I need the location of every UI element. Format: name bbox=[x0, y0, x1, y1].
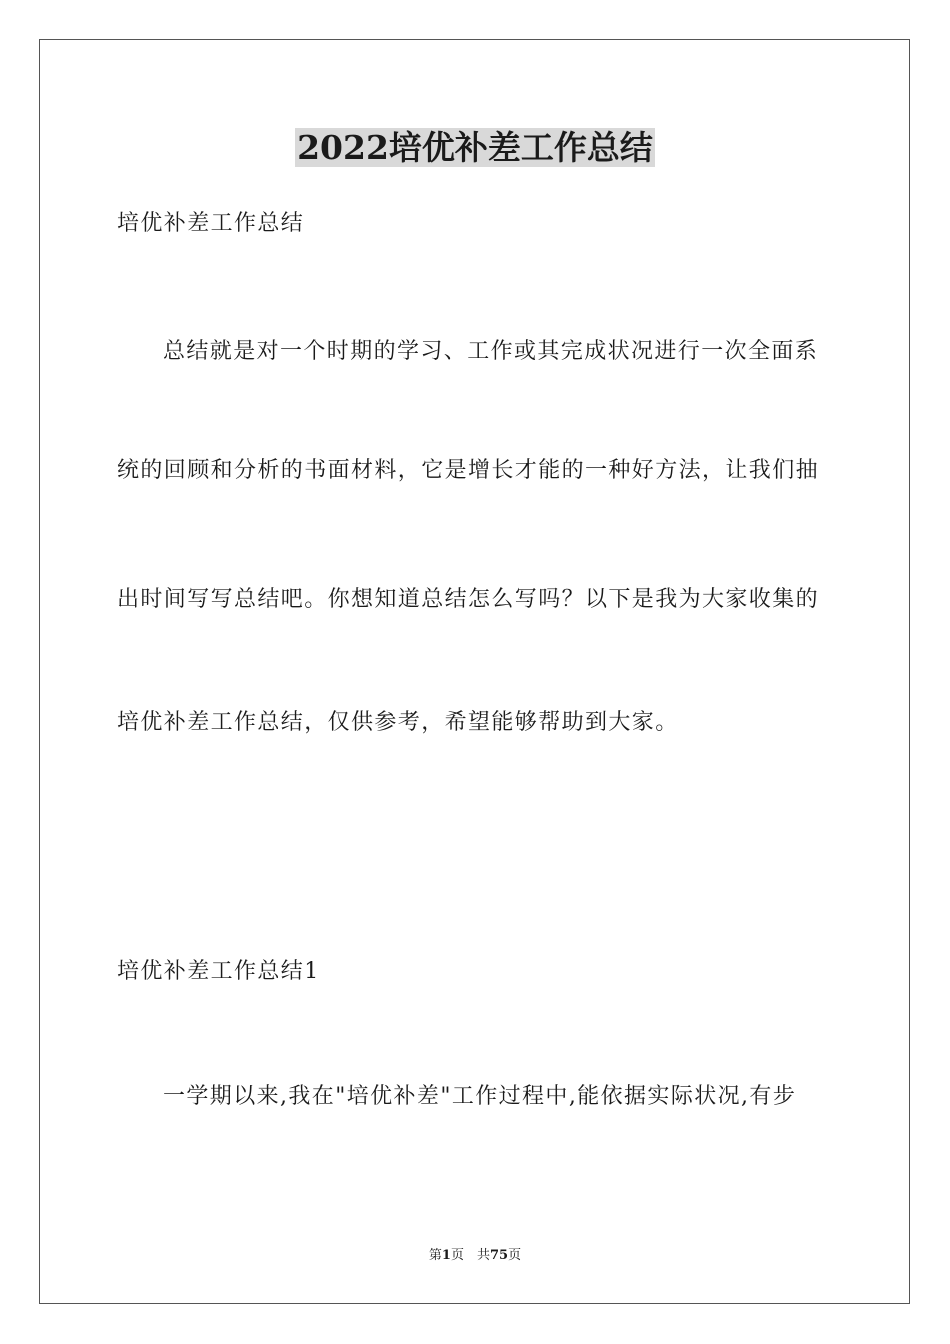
footer-page-suffix: 页 bbox=[508, 1248, 522, 1263]
section-line-1: 一学期以来,我在"培优补差"工作过程中,能依据实际状况,有步 bbox=[163, 1084, 797, 1109]
footer-page-prefix: 第 bbox=[428, 1248, 442, 1263]
document-title bbox=[0, 128, 950, 168]
footer-total-pages: 75 bbox=[489, 1248, 509, 1263]
page-footer bbox=[0, 1247, 950, 1265]
intro-line-1: 总结就是对一个时期的学习、工作或其完成状况进行一次全面系 bbox=[163, 339, 819, 364]
document-title-text: 2022培优补差工作总结 bbox=[297, 128, 653, 167]
intro-line-2: 统的回顾和分析的书面材料，它是增长才能的一种好方法，让我们抽 bbox=[117, 458, 820, 483]
footer-page-mid: 页 共 bbox=[450, 1248, 490, 1263]
section-heading: 培优补差工作总结1 bbox=[117, 959, 320, 984]
intro-line-4: 培优补差工作总结，仅供参考，希望能够帮助到大家。 bbox=[117, 710, 679, 735]
document-subtitle: 培优补差工作总结 bbox=[117, 211, 305, 236]
footer-current-page: 1 bbox=[441, 1248, 451, 1263]
intro-line-3: 出时间写写总结吧。你想知道总结怎么写吗？以下是我为大家收集的 bbox=[117, 587, 820, 612]
